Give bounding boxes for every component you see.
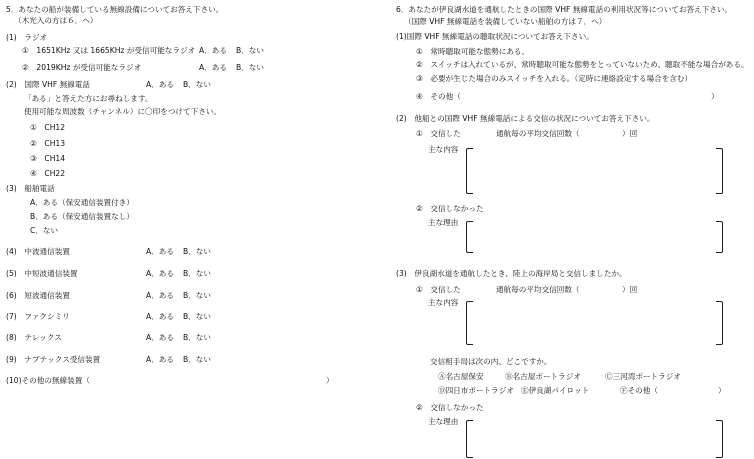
q5-item3-label: (3) 船舶電話 (6, 184, 55, 193)
q5-heading: 5．あなたの船が装備している無線設備についてお答え下さい。 (6, 5, 224, 14)
q5-row-option-a[interactable]: A．ある (146, 333, 174, 342)
q5-item2-option-a[interactable]: A．ある (146, 80, 174, 89)
q6-s3-avg-label: 通航毎の平均交信回数（ (496, 285, 580, 294)
q6-s3-partner-option[interactable]: Ⓒ三河湾ポートラジオ (605, 372, 681, 381)
q6-s3-partner-option[interactable]: Ⓐ名古屋保安 (438, 372, 484, 381)
q6-s2-content-label: 主な内容 (428, 145, 459, 154)
q6-s3-content-bracket-left (466, 301, 473, 345)
q6-s2-content-bracket-left (466, 148, 473, 194)
q5-row-option-b[interactable]: B．ない (183, 355, 211, 364)
q5-item1a-text: ① 1651KHz 又は 1665KHz が受信可能なラジオ (22, 46, 196, 55)
q5-row-option-b[interactable]: B．ない (183, 291, 211, 300)
q5-item2-instruction: 使用可能な周波数（チャンネル）に〇印をつけて下さい。 (24, 107, 221, 116)
q6-s3-label: (3) 伊良湖水道を通航したとき、陸上の海岸局と交信しましたか。 (396, 269, 627, 278)
q6-note: （国際 VHF 無線電話を装備していない船舶の方は７．へ） (404, 17, 607, 26)
q5-row-option-b[interactable]: B．ない (183, 269, 211, 278)
q5-row-label: (7) ファクシミリ (6, 312, 70, 321)
q6-s2-sent[interactable]: ① 交信した (416, 129, 461, 138)
q5-item1b-option-a[interactable]: A．ある (199, 63, 227, 72)
q5-item10-close: ） (326, 376, 334, 385)
q6-s3-not-sent[interactable]: ② 交信しなかった (416, 403, 484, 412)
q5-row-option-a[interactable]: A．ある (146, 247, 174, 256)
q5-item3-option[interactable]: C．ない (30, 226, 59, 235)
q5-item1b-option-b[interactable]: B．ない (236, 63, 264, 72)
q5-row-option-a[interactable]: A．ある (146, 291, 174, 300)
channel-option[interactable]: ③ CH14 (30, 154, 66, 163)
q6-s3-partner-option[interactable]: Ⓓ四日市ポートラジオ (438, 386, 514, 395)
q5-item3-option[interactable]: A．ある（保安通信装置付き） (30, 198, 134, 207)
q5-item10-label: (10)その他の無線装置（ (6, 376, 90, 385)
q6-s2-content-bracket-right (716, 148, 723, 194)
q5-item1-label: (1) ラジオ (6, 33, 48, 42)
q5-row-label: (9) ナブテックス受信装置 (6, 355, 101, 364)
q6-s3-reason-label: 主な理由 (428, 417, 459, 426)
q6-s3-reason-bracket-left (466, 420, 473, 458)
q6-s3-reason-bracket-right (716, 420, 723, 458)
q6-s1-option[interactable]: ③ 必要が生じた場合のみスイッチを入れる。（定時に連絡設定する場合を含む） (416, 74, 693, 83)
channel-option[interactable]: ④ CH22 (30, 169, 66, 178)
q5-note: （木光入の方は６．へ） (14, 16, 98, 25)
q6-s2-label: (2) 他船との国際 VHF 無線電話による交信の状況についてお答え下さい。 (396, 114, 655, 123)
q6-s2-avg-unit: ）回 (622, 129, 638, 138)
q6-s1-close: ） (711, 92, 719, 101)
q6-s2-reason-label: 主な理由 (428, 218, 459, 227)
q5-item2-label: (2) 国際 VHF 無線電話 (6, 80, 91, 89)
q5-item1a-option-b[interactable]: B．ない (236, 46, 264, 55)
q5-row-label: (8) テレックス (6, 333, 63, 342)
q6-s3-partner-option[interactable]: Ⓔ伊良湖パイロット (521, 386, 590, 395)
q5-row-option-a[interactable]: A．ある (146, 269, 174, 278)
q5-row-label: (5) 中短波通信装置 (6, 269, 78, 278)
q6-s3-content-label: 主な内容 (428, 298, 459, 307)
q6-s1-option[interactable]: ① 常時聴取可能な態勢にある。 (416, 47, 530, 56)
channel-option[interactable]: ② CH13 (30, 139, 66, 148)
q5-item2-option-b[interactable]: B．ない (183, 80, 211, 89)
q6-s3-partner-question: 交信相手局は次の内、どこですか。 (430, 357, 552, 366)
q6-s3-partner-option[interactable]: Ⓑ名古屋ポートラジオ (505, 372, 581, 381)
q5-row-option-a[interactable]: A．ある (146, 355, 174, 364)
q6-s3-avg-unit: ）回 (622, 285, 638, 294)
q6-s2-avg-label: 通航毎の平均交信回数（ (496, 129, 580, 138)
q5-row-option-b[interactable]: B．ない (183, 312, 211, 321)
q6-s3-content-bracket-right (716, 301, 723, 345)
q5-row-option-b[interactable]: B．ない (183, 247, 211, 256)
q6-s2-not-sent[interactable]: ② 交信しなかった (416, 204, 484, 213)
q6-s3-partners-close: ） (718, 386, 726, 395)
q6-s3-partner-option[interactable]: Ⓕその他（ (620, 386, 658, 395)
q5-row-label: (6) 短波通信装置 (6, 291, 70, 300)
q5-item2-followup: 「ある」と答えた方にお尋ねします。 (24, 94, 153, 103)
q5-item1a-option-a[interactable]: A．ある (199, 46, 227, 55)
q5-item3-option[interactable]: B．ある（保安通信装置なし） (30, 212, 134, 221)
q6-s1-option[interactable]: ④ その他（ (416, 92, 461, 101)
q6-heading: 6．あなたが伊良湖水道を通航したときの国際 VHF 無線電話の利用状況等についてお答え下さい。 (396, 5, 733, 14)
channel-option[interactable]: ① CH12 (30, 123, 66, 132)
q5-row-option-b[interactable]: B．ない (183, 333, 211, 342)
q5-row-label: (4) 中波通信装置 (6, 247, 70, 256)
q6-s1-option[interactable]: ② スイッチは入れているが、常時聴取可能な態勢をとっていないため、聴取不能な場合がある。 (416, 60, 749, 69)
q5-item1b-text: ② 2019KHz が受信可能なラジオ (22, 63, 142, 72)
q6-s3-sent[interactable]: ① 交信した (416, 285, 461, 294)
q6-s1-label: (1)国際 VHF 無線電話の聴取状況についてお答え下さい。 (396, 32, 594, 41)
q6-s2-reason-bracket-right (716, 221, 723, 253)
q5-row-option-a[interactable]: A．ある (146, 312, 174, 321)
q6-s2-reason-bracket-left (466, 221, 473, 253)
